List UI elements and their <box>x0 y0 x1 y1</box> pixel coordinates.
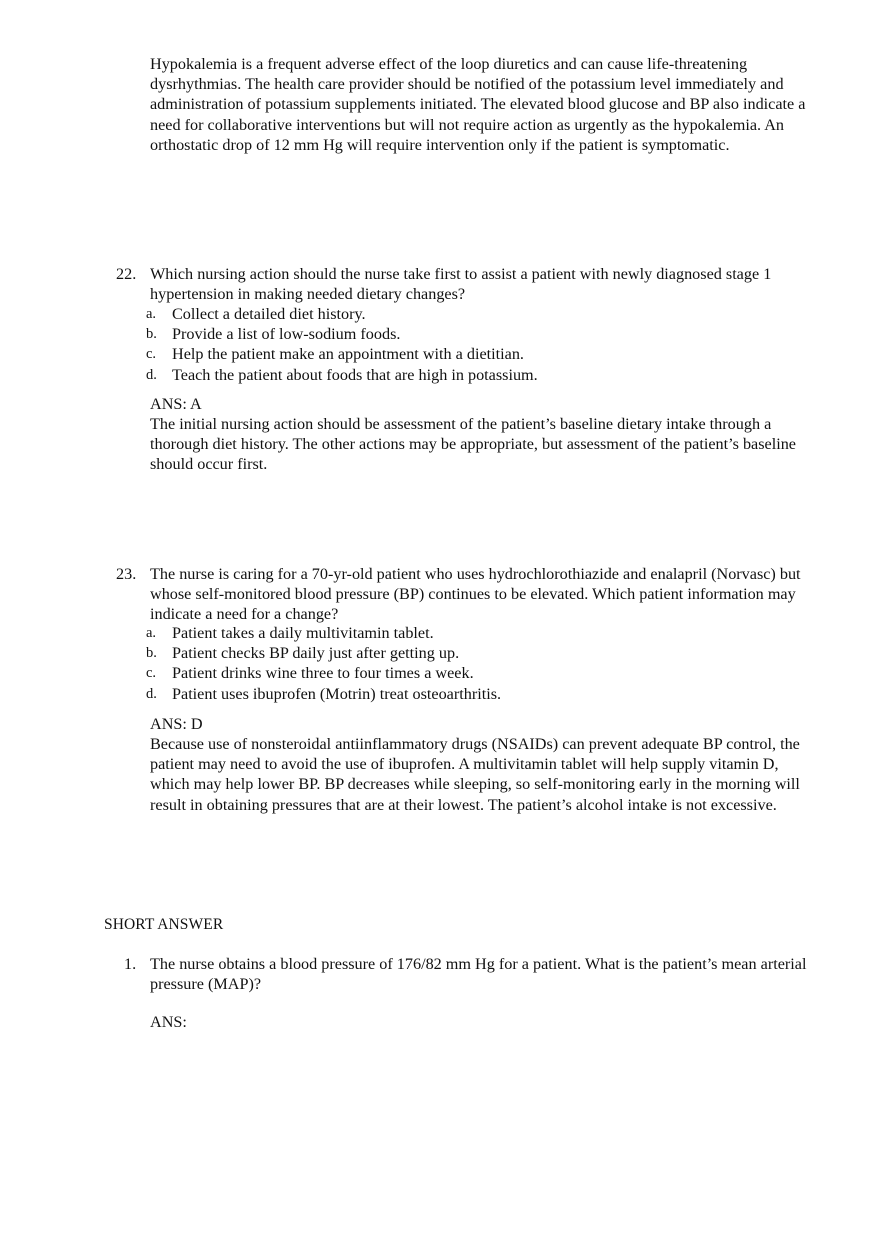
option-letter: c. <box>146 665 157 682</box>
option-text: Provide a list of low-sodium foods. <box>172 325 401 344</box>
option-letter: c. <box>146 346 157 363</box>
answer-rationale: The initial nursing action should be assessment of the patient’s baseline dietary intake through a thorough diet history. The other actions may be appropriate, but assessment of the patient’s baseline should occur first. <box>150 415 796 474</box>
option-b <box>0 643 880 663</box>
option-a <box>0 304 880 324</box>
option-text: Patient drinks wine three to four times a week. <box>172 664 474 683</box>
option-d <box>0 365 880 385</box>
answer-key: ANS: <box>150 1013 187 1031</box>
option-letter: d. <box>146 366 157 383</box>
option-letter: b. <box>146 326 157 343</box>
question-number: 23. <box>116 565 137 583</box>
question-stem: The nurse obtains a blood pressure of 176/82 mm Hg for a patient. What is the patient’s mean arterial pressure (MAP)? <box>150 955 807 994</box>
section-heading-short-answer: SHORT ANSWER <box>104 916 224 933</box>
option-letter: a. <box>146 625 157 641</box>
question-number: 1. <box>124 955 137 973</box>
option-text: Patient checks BP daily just after getting up. <box>172 644 460 663</box>
option-text: Collect a detailed diet history. <box>172 305 366 323</box>
answer-key: ANS: D <box>150 715 203 733</box>
option-text: Patient uses ibuprofen (Motrin) treat osteoarthritis. <box>172 684 502 703</box>
option-letter: d. <box>146 685 157 702</box>
option-letter: b. <box>146 645 157 662</box>
option-letter: a. <box>146 306 157 322</box>
answer-key: ANS: A <box>150 395 202 413</box>
option-c <box>0 663 880 683</box>
answer-options <box>0 304 880 385</box>
option-c <box>0 344 880 364</box>
option-text: Teach the patient about foods that are high in potassium. <box>172 365 538 384</box>
option-d <box>0 684 880 704</box>
question-number: 22. <box>116 265 137 283</box>
option-b <box>0 324 880 344</box>
intro-rationale-paragraph: Hypokalemia is a frequent adverse effect of the loop diuretics and can cause life-threatening dysrhythmias. The health care provider should be notified of the potassium level immediately and administration of potassium supplements initiated. The elevated blood glucose and BP also indicate a need for collaborative interventions but will not require action as urgently as the hypokalemia. An orthostatic drop of 12 mm Hg will require intervention only if the patient is symptomatic. <box>150 55 806 154</box>
answer-rationale: Because use of nonsteroidal antiinflammatory drugs (NSAIDs) can prevent adequate BP control, the patient may need to avoid the use of ibuprofen. A multivitamin tablet will help supply vitamin D, which may help lower BP. BP decreases while sleeping, so self-monitoring early in the morning will result in obtaining pressures that are at their lowest. The patient’s alcohol intake is not excessive. <box>150 735 800 814</box>
question-stem: Which nursing action should the nurse take first to assist a patient with newly diagnosed stage 1 hypertension in making needed dietary changes? <box>150 265 772 304</box>
question-stem: The nurse is caring for a 70-yr-old patient who uses hydrochlorothiazide and enalapril (Norvasc) but whose self-monitored blood pressure (BP) continues to be elevated. Which patient information may indicate a need for a change? <box>150 565 801 624</box>
option-text: Help the patient make an appointment with a dietitian. <box>172 345 524 364</box>
option-text: Patient takes a daily multivitamin tablet. <box>172 624 434 642</box>
option-a <box>0 623 880 643</box>
answer-options <box>0 623 880 704</box>
